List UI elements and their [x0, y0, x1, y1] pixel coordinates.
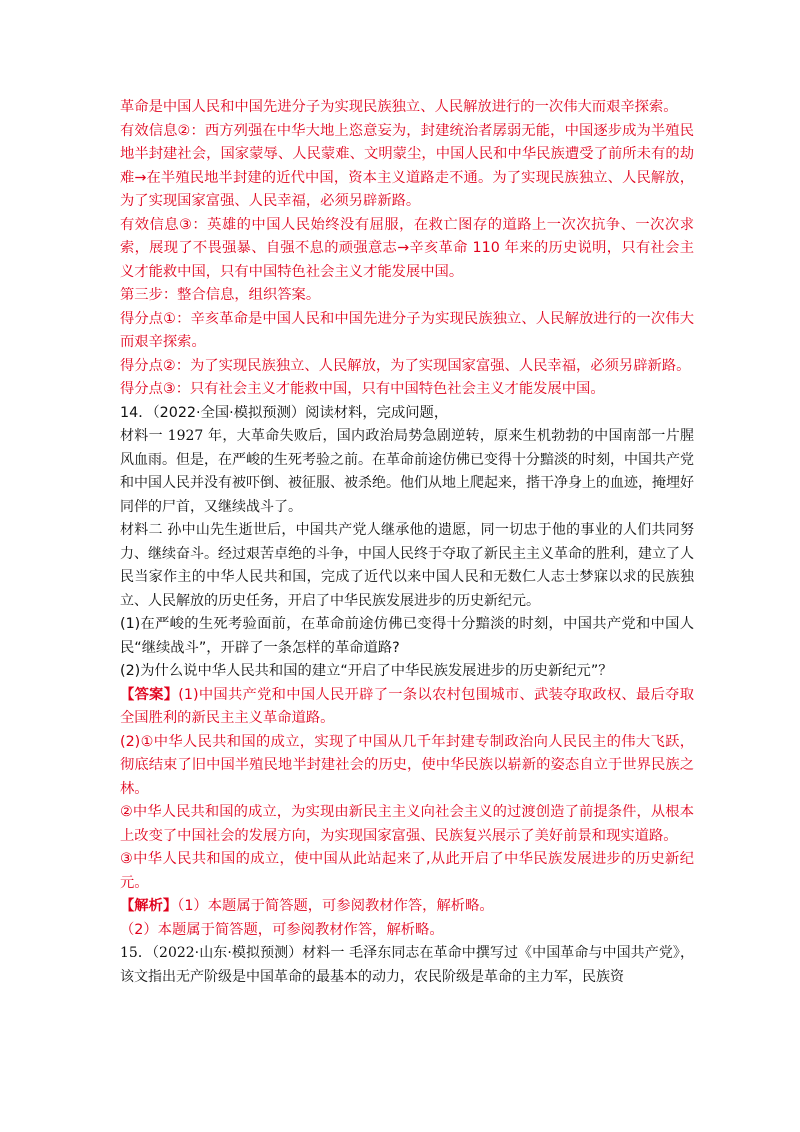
- analysis-2: （2）本题属于简答题，可参阅教材作答，解析略。: [120, 921, 444, 938]
- scoring-point-2: 得分点②：为了实现民族独立、人民解放，为了实现国家富强、人民幸福，必须另辟新路。: [120, 357, 691, 374]
- analysis-1-text: （1）本题属于简答题，可参阅教材作答，解析略。: [177, 898, 494, 914]
- sub-question-2: (2)为什么说中华人民共和国的建立“开启了中华民族发展进步的历史新纪元”？: [120, 663, 613, 679]
- step-three: 第三步：整合信息，组织答案。: [120, 287, 321, 303]
- analysis-label: 【解析】: [120, 898, 178, 914]
- document-body: [120, 96, 694, 989]
- answer-2-1: (2)①中华人民共和国的成立，实现了中国从几千年封建专制政治向人民民主的伟大飞跃，彻底结束了旧中国半殖民地半封建社会的历史，使中华民族以崭新的姿态自立于世界民族之林。: [120, 733, 694, 797]
- scoring-point-1: 得分点①：辛亥革命是中国人民和中国先进分子为实现民族独立、人民解放进行的一次伟大而艰辛探索。: [120, 310, 694, 350]
- scoring-point-3: 得分点③：只有社会主义才能救中国，只有中国特色社会主义才能发展中国。: [120, 381, 605, 397]
- answer-1-text: (1)中国共产党和中国人民开辟了一条以农村包围城市、武装夺取政权、最后夺取全国胜利的新民主主义革命道路。: [120, 686, 695, 726]
- answer-2-2: ②中华人民共和国的成立，为实现由新民主主义向社会主义的过渡创造了前提条件，从根本上改变了中国社会的发展方向，为实现国家富强、民族复兴展示了美好前景和现实道路。: [120, 804, 694, 844]
- answer-2-3: ③中华人民共和国的成立，使中国从此站起来了,从此开启了中华民族发展进步的历史新纪元。: [120, 851, 694, 891]
- analysis-paragraph: 革命是中国人民和中国先进分子为实现民族独立、人民解放进行的一次伟大而艰辛探索。: [120, 99, 678, 115]
- answer-label: 【答案】: [120, 686, 179, 703]
- effective-info-3: 有效信息③：英雄的中国人民始终没有屈服，在救亡图存的道路上一次次抗争、一次次求索，展现了不畏强暴、自强不息的顽强意志→辛亥革命 110 年来的历史说明，只有社会主义才能救中国，只有中国特色社会主义才能发展中国。: [120, 216, 694, 280]
- question-15-header: 15．（2022·山东·模拟预测）材料一 毛泽东同志在革命中撰写过《中国革命与中国共产党》，该文指出无产阶级是中国革命的最基本的动力，农民阶级是革命的主力军，民族资: [120, 945, 694, 985]
- effective-info-2: 有效信息②：西方列强在中华大地上恣意妄为，封建统治者孱弱无能，中国逐步成为半殖民地半封建社会，国家蒙辱、人民蒙难、文明蒙尘，中国人民和中华民族遭受了前所未有的劫难→在半殖民地半封建的近代中国，资本主义道路走不通。为了实现民族独立、人民解放，为了实现国家富强、人民幸福，必须另辟新路。: [120, 122, 694, 209]
- sub-question-1: (1)在严峻的生死考验面前，在革命前途仿佛已变得十分黯淡的时刻，中国共产党和中国人民“继续战斗”，开辟了一条怎样的革命道路?: [120, 616, 694, 656]
- answer-1: [120, 684, 694, 731]
- material-two: 材料二 孙中山先生逝世后，中国共产党人继承他的遗愿，同一切忠于他的事业的人们共同努力、继续奋斗。经过艰苦卓绝的斗争，中国人民终于夺取了新民主主义革命的胜利，建立了人民当家作主的中华人民共和国，完成了近代以来中国人民和无数仁人志士梦寐以求的民族独立、人民解放的历史任务，开启了中华民族发展进步的历史新纪元。: [120, 522, 694, 609]
- question-14-header: 14．（2022·全国·模拟预测）阅读材料，完成问题，: [120, 404, 449, 421]
- material-one: 材料一 1927 年，大革命失败后，国内政治局势急剧逆转，原来生机勃勃的中国南部一片腥风血雨。但是，在严峻的生死考验之前。在革命前途仿佛已变得十分黯淡的时刻，中国共产党和中国人民并没有被吓倒、被征服、被杀绝。他们从地上爬起来，揩干净身上的血迹，掩埋好同伴的尸首，又继续战斗了。: [120, 428, 694, 515]
- analysis-1: [120, 895, 694, 919]
